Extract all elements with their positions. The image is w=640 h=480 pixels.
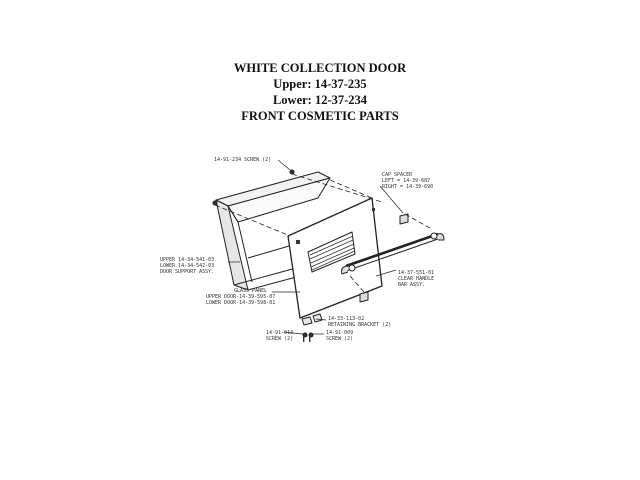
label-screw-left-line-2: SCREW (2) <box>266 336 294 342</box>
label-screw-top-text: 14-91-234 SCREW (2) <box>214 157 272 163</box>
title-line-2: Upper: 14-37-235 <box>273 77 367 91</box>
label-door-support-line-1: UPPER 14-34-541-03 <box>160 257 215 263</box>
label-door-support-line-2: LOWER 14-34-542-03 <box>160 263 215 269</box>
label-handle-bar <box>398 270 434 288</box>
label-screw-left-line-1: 14-91-013 <box>266 330 294 336</box>
label-screw-left <box>266 330 293 342</box>
label-screw-right-line-2: SCREW (2) <box>326 336 354 342</box>
label-glass-panel-line-1: GLASS PANEL <box>234 288 268 294</box>
label-screw-right-line-1: 14-91-009 <box>326 330 354 336</box>
label-glass-panel-line-2: UPPER DOOR-14-39-595-07 <box>206 294 276 300</box>
label-screw-right <box>326 330 353 342</box>
label-handle-bar-line-2: CLEAR HANDLE <box>398 276 435 282</box>
label-door-support <box>160 257 214 275</box>
label-glass-panel-line-3: LOWER DOOR-14-39-598-01 <box>206 300 276 306</box>
label-glass-panel <box>206 288 275 306</box>
label-handle-bar-line-3: BAR ASSY. <box>398 282 426 288</box>
label-door-support-line-3: DOOR SUPPORT ASSY. <box>160 269 215 275</box>
label-cap-spacer-line-1: CAP SPACER <box>382 172 413 178</box>
label-cap-spacer-line-3: RIGHT = 14-39-690 <box>382 184 434 190</box>
title-line-3: Lower: 12-37-234 <box>272 93 368 107</box>
label-retaining-bracket-line-1: 14-33-113-02 <box>328 316 365 322</box>
title-line-1: WHITE COLLECTION DOOR <box>233 61 407 75</box>
title-line-4: FRONT COSMETIC PARTS <box>241 109 399 123</box>
label-screw-top <box>214 157 271 163</box>
label-handle-bar-line-1: 14-37-551-01 <box>398 270 435 276</box>
label-cap-spacer-line-2: LEFT = 14-39-687 <box>382 178 431 184</box>
label-retaining-bracket <box>328 316 391 328</box>
scan-specks <box>310 465 510 469</box>
label-retaining-bracket-line-2: RETAINING BRACKET (2) <box>328 322 392 328</box>
label-cap-spacer <box>382 172 433 190</box>
